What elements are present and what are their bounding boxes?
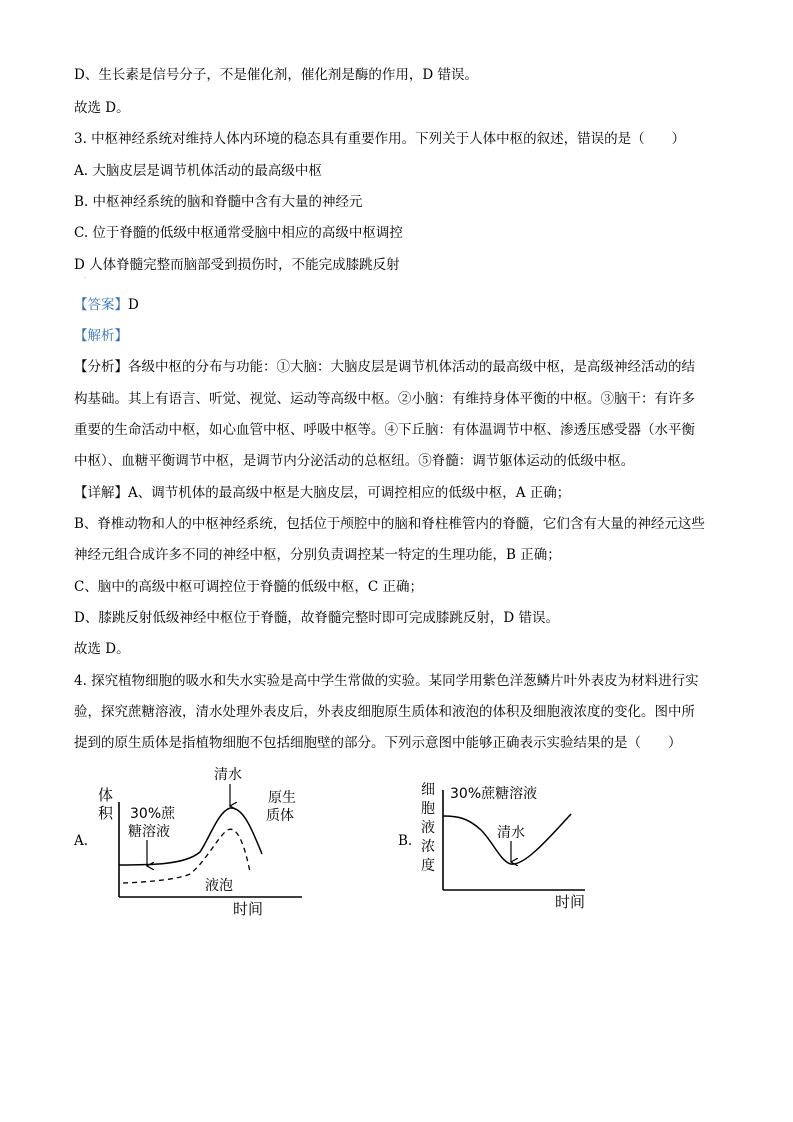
question-4: 提到的原生质体是指植物细胞不包括细胞壁的部分。下列示意图中能够正确表示实验结果的是（ ） [74, 735, 682, 751]
figure-b [413, 770, 603, 915]
text-line: 故选 D。 [74, 100, 130, 116]
figure-b-option: B. [398, 833, 413, 849]
protoplast-label: 原生 [268, 790, 296, 806]
water-label: 清水 [214, 767, 242, 783]
answer-line [74, 296, 139, 314]
x-label: 时间 [233, 900, 264, 918]
analysis-text: 中枢）、血糖平衡调节中枢，是调节内分泌活动的总枢纽。⑤脊髓：调节躯体运动的低级中枢。 [74, 453, 635, 469]
detail-text: C、脑中的高级中枢可调控位于脊髓的低级中枢，C 正确； [74, 579, 423, 595]
text-line: D、生长素是信号分子，不是催化剂，催化剂是酶的作用，D 错误。 [74, 67, 478, 83]
figure-a-option: A. [74, 833, 89, 849]
y-label: 浓 [421, 839, 435, 855]
answer-value: D [128, 297, 139, 313]
water-label: 清水 [497, 825, 525, 841]
y-label: 体 [98, 786, 114, 804]
analysis-text: 【分析】各级中枢的分布与功能：①大脑：大脑皮层是调节机体活动的最高级中枢，是高级神经活动的结 [74, 359, 695, 375]
y-label: 度 [421, 858, 435, 874]
question-3: 3. 中枢神经系统对维持人体内环境的稳态具有重要作用。下列关于人体中枢的叙述，错误的是（ ） [74, 131, 686, 147]
vacuole-label: 液泡 [205, 878, 233, 894]
option-a: A. 大脑皮层是调节机体活动的最高级中枢 [74, 163, 322, 179]
detail-text: 神经元组合成许多不同的神经中枢，分别负责调控某一特定的生理功能，B 正确； [74, 547, 561, 563]
sucrose-label: 30%蔗糖溶液 [450, 786, 538, 802]
answer-label: 【答案】 [74, 297, 128, 313]
option-c: C. 位于脊髓的低级中枢通常受脑中相应的高级中枢调控 [74, 225, 403, 241]
protoplast-label: 质体 [266, 808, 294, 824]
question-4: 验，探究蔗糖溶液，清水处理外表皮后，外表皮细胞原生质体和液泡的体积及细胞液浓度的变化。图中所 [74, 704, 695, 720]
sucrose-label: 30%蔗 [130, 806, 176, 822]
sucrose-label: 糖溶液 [128, 824, 170, 840]
detail-text: 【详解】A、调节机体的最高级中枢是大脑皮层，可调控相应的低级中枢，A 正确； [74, 485, 571, 501]
detail-text: B、脊椎动物和人的中枢神经系统，包括位于颅腔中的脑和脊柱椎管内的脊髓，它们含有大量的神经元这些 [74, 516, 705, 532]
figure-a [90, 762, 330, 922]
y-label: 胞 [421, 801, 435, 817]
detail-text: 故选 D。 [74, 641, 130, 657]
analysis-text: 构基础。其上有语言、听觉、视觉、运动等高级中枢。②小脑：有维持身体平衡的中枢。③脑干：有许多 [74, 391, 695, 407]
question-4: 4. 探究植物细胞的吸水和失水实验是高中学生常做的实验。某同学用紫色洋葱鳞片叶外表皮为材料进行实 [74, 673, 699, 689]
analysis-text: 重要的生命活动中枢，如心血管中枢、呼吸中枢等。④下丘脑：有体温调节中枢、渗透压感受器（水平衡 [74, 422, 695, 438]
y-label: 积 [98, 804, 114, 822]
x-label: 时间 [555, 893, 586, 911]
y-label: 细 [421, 782, 435, 798]
detail-text: D、膝跳反射低级神经中枢位于脊髓，故脊髓完整时即可完成膝跳反射，D 错误。 [74, 610, 559, 626]
option-d: D 人体脊髓完整而脑部受到损伤时，不能完成膝跳反射 [74, 257, 400, 273]
dot-mark: · [84, 275, 86, 282]
option-b: B. 中枢神经系统的脑和脊髓中含有大量的神经元 [74, 194, 363, 210]
analysis-label: 【解析】 [74, 328, 128, 344]
y-label: 液 [421, 820, 435, 836]
